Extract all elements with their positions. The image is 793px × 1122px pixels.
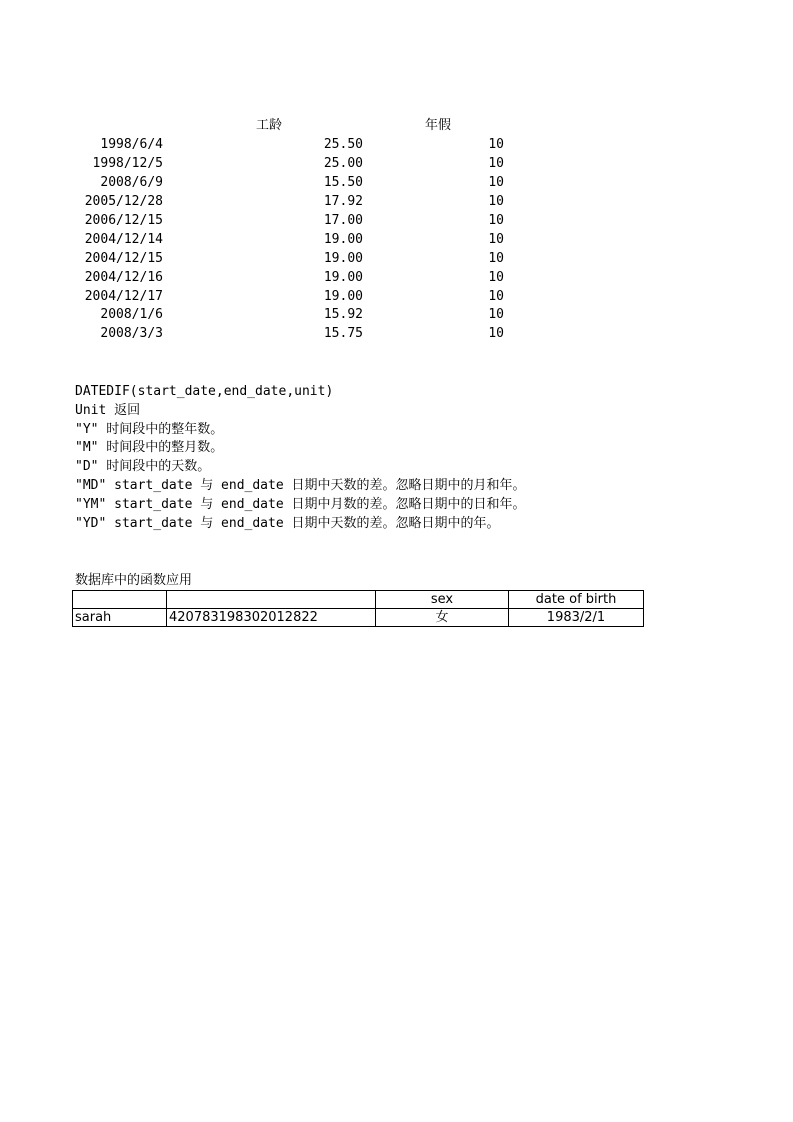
- table-row: [0, 231, 793, 250]
- note-unit-header[interactable]: Unit 返回: [75, 403, 141, 418]
- header-tenure: 工龄: [256, 118, 283, 133]
- cell-date[interactable]: 1998/6/4: [100, 137, 163, 152]
- note-unit-yd[interactable]: "YD" start_date 与 end_date 日期中天数的差。忽略日期中的年。: [75, 516, 500, 531]
- cell-tenure[interactable]: 15.75: [323, 326, 363, 341]
- db-header-cell[interactable]: [73, 591, 167, 609]
- db-header-row: [73, 591, 644, 609]
- cell-tenure[interactable]: 15.92: [323, 307, 363, 322]
- cell-date[interactable]: 2005/12/28: [84, 194, 163, 209]
- table-row: [0, 155, 793, 174]
- table-row: [0, 193, 793, 212]
- db-table: [72, 590, 644, 627]
- note-unit-md[interactable]: "MD" start_date 与 end_date 日期中天数的差。忽略日期中的月和年。: [75, 478, 526, 493]
- db-cell-name[interactable]: sarah: [73, 609, 167, 627]
- note-unit-m[interactable]: "M" 时间段中的整月数。: [75, 440, 224, 455]
- db-header-dob[interactable]: date of birth: [509, 591, 644, 609]
- note-unit-d[interactable]: "D" 时间段中的天数。: [75, 459, 211, 474]
- db-header-cell[interactable]: [167, 591, 376, 609]
- cell-date[interactable]: 2004/12/15: [84, 251, 163, 266]
- cell-tenure[interactable]: 17.00: [323, 213, 363, 228]
- note-unit-y[interactable]: "Y" 时间段中的整年数。: [75, 422, 224, 437]
- cell-date[interactable]: 1998/12/5: [92, 156, 163, 171]
- cell-tenure[interactable]: 15.50: [323, 175, 363, 190]
- cell-date[interactable]: 2008/6/9: [100, 175, 163, 190]
- table-row: [0, 325, 793, 344]
- cell-date[interactable]: 2006/12/15: [84, 213, 163, 228]
- db-cell-id[interactable]: 420783198302012822: [167, 609, 376, 627]
- cell-tenure[interactable]: 19.00: [323, 232, 363, 247]
- cell-tenure[interactable]: 19.00: [323, 289, 363, 304]
- table-row: [0, 288, 793, 307]
- cell-date[interactable]: 2008/1/6: [100, 307, 163, 322]
- note-unit-ym[interactable]: "YM" start_date 与 end_date 日期中月数的差。忽略日期中的日和年。: [75, 497, 526, 512]
- table-row: [0, 306, 793, 325]
- cell-leave[interactable]: 10: [488, 251, 504, 266]
- cell-date[interactable]: 2004/12/16: [84, 270, 163, 285]
- table-row: [0, 212, 793, 231]
- db-section-title[interactable]: 数据库中的函数应用: [75, 573, 193, 588]
- cell-date[interactable]: 2004/12/14: [84, 232, 163, 247]
- cell-tenure[interactable]: 25.00: [323, 156, 363, 171]
- cell-leave[interactable]: 10: [488, 213, 504, 228]
- cell-leave[interactable]: 10: [488, 194, 504, 209]
- cell-date[interactable]: 2008/3/3: [100, 326, 163, 341]
- table-row: [0, 136, 793, 155]
- table-row: [0, 269, 793, 288]
- cell-date[interactable]: 2004/12/17: [84, 289, 163, 304]
- cell-leave[interactable]: 10: [488, 326, 504, 341]
- cell-tenure[interactable]: 19.00: [323, 251, 363, 266]
- cell-leave[interactable]: 10: [488, 232, 504, 247]
- table-row: [0, 174, 793, 193]
- note-datedif-syntax[interactable]: DATEDIF(start_date,end_date,unit): [75, 384, 334, 399]
- cell-leave[interactable]: 10: [488, 175, 504, 190]
- cell-leave[interactable]: 10: [488, 137, 504, 152]
- table-row: [73, 609, 644, 627]
- table-row: [0, 250, 793, 269]
- header-leave: 年假: [425, 118, 452, 133]
- cell-leave[interactable]: 10: [488, 289, 504, 304]
- db-cell-sex[interactable]: 女: [376, 609, 509, 627]
- cell-leave[interactable]: 10: [488, 156, 504, 171]
- cell-tenure[interactable]: 19.00: [323, 270, 363, 285]
- cell-leave[interactable]: 10: [488, 270, 504, 285]
- db-header-sex[interactable]: sex: [376, 591, 509, 609]
- cell-leave[interactable]: 10: [488, 307, 504, 322]
- db-cell-dob[interactable]: 1983/2/1: [509, 609, 644, 627]
- cell-tenure[interactable]: 25.50: [323, 137, 363, 152]
- cell-tenure[interactable]: 17.92: [323, 194, 363, 209]
